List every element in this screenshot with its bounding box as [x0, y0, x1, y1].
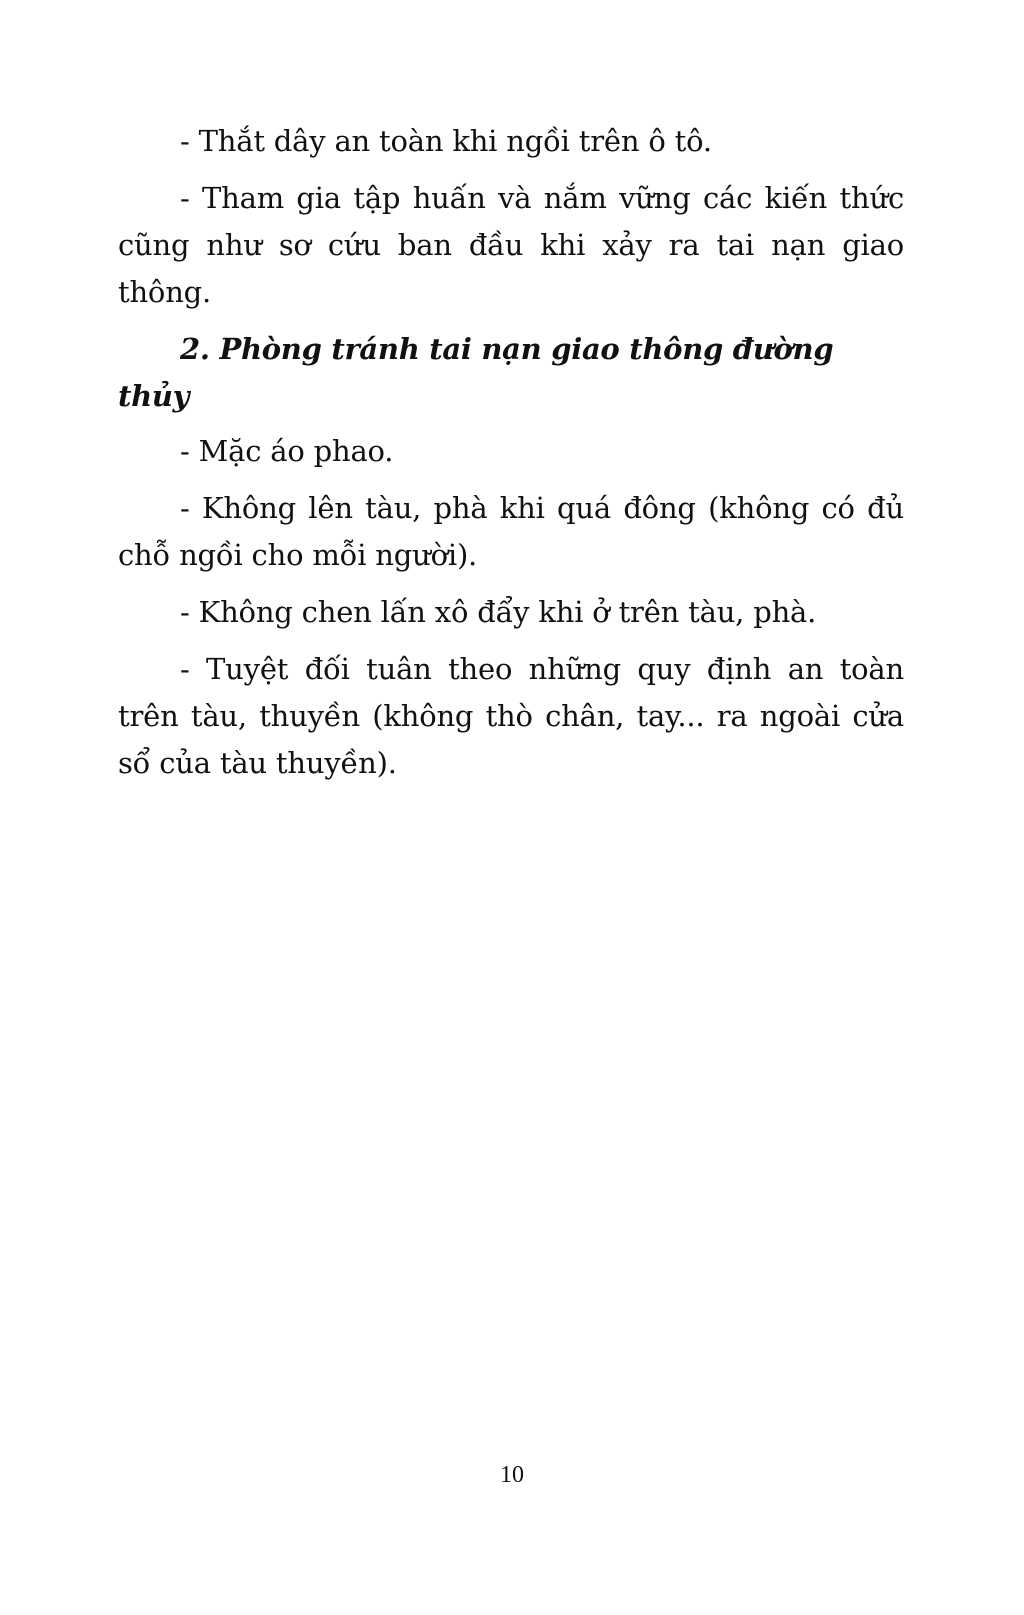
section-heading: 2. Phòng tránh tai nạn giao thông đường thủy	[118, 332, 834, 413]
paragraph-seatbelt: - Thắt dây an toàn khi ngồi trên ô tô.	[180, 124, 712, 158]
list-item-no-pushing: - Không chen lấn xô đẩy khi ở trên tàu, phà.	[180, 595, 817, 629]
list-item-safety-rules: - Tuyệt đối tuân theo những quy định an toàn trên tàu, thuyền (không thò chân, tay... ra ngoài cửa sổ của tàu thuyền).	[118, 652, 904, 780]
page-number: 10	[500, 1462, 524, 1488]
list-item-life-jacket: - Mặc áo phao.	[180, 434, 394, 468]
page-body	[118, 118, 904, 797]
list-item-overcrowding: - Không lên tàu, phà khi quá đông (không có đủ chỗ ngồi cho mỗi người).	[118, 491, 904, 572]
paragraph-training: - Tham gia tập huấn và nắm vững các kiến thức cũng như sơ cứu ban đầu khi xảy ra tai nạn giao thông.	[118, 181, 904, 309]
